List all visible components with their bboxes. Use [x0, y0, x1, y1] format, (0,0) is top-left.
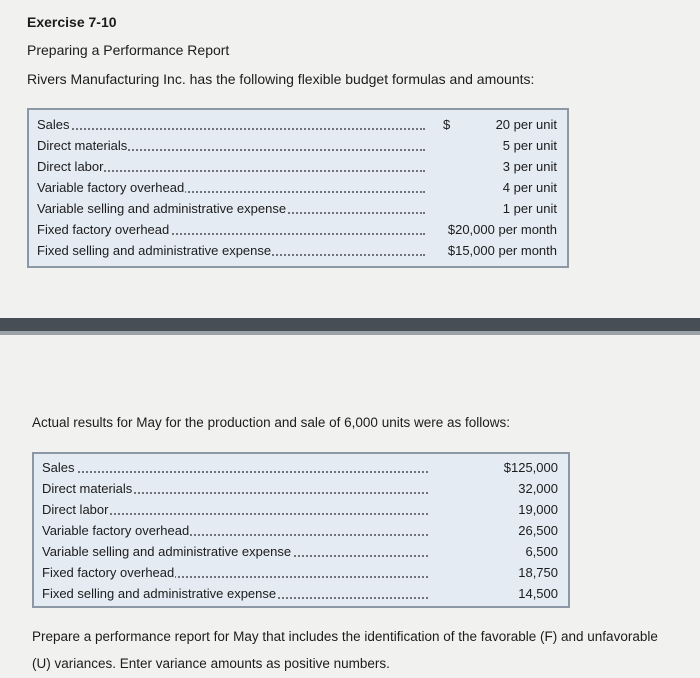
row-value: 14,500	[518, 586, 558, 601]
row-label: Variable factory overhead	[42, 520, 190, 541]
table-row	[37, 156, 557, 177]
table-row	[42, 583, 558, 604]
row-label: Fixed selling and administrative expense	[42, 583, 277, 604]
table-row	[37, 114, 557, 135]
row-label: Variable selling and administrative expense	[37, 198, 287, 219]
table-row	[37, 219, 557, 240]
row-value: 32,000	[518, 481, 558, 496]
exercise-title: Exercise 7-10	[27, 14, 117, 30]
currency-symbol: $	[443, 117, 451, 132]
table-row	[42, 499, 558, 520]
row-label: Direct materials	[42, 478, 133, 499]
row-value: 1 per unit	[502, 201, 557, 216]
instruction-line-2: (U) variances. Enter variance amounts as positive numbers.	[32, 656, 390, 671]
row-value: 6,500	[525, 544, 558, 559]
row-value: 26,500	[518, 523, 558, 538]
table-row	[42, 541, 558, 562]
row-value: 20 per unit	[495, 117, 557, 132]
actual-results-table	[32, 452, 570, 608]
row-label: Direct labor	[42, 499, 109, 520]
row-value: 19,000	[518, 502, 558, 517]
table-row	[37, 135, 557, 156]
row-value: $125,000	[503, 460, 558, 475]
row-label: Fixed selling and administrative expense	[37, 240, 272, 261]
table-row	[37, 177, 557, 198]
leader-dots	[45, 128, 425, 130]
row-label: Sales	[42, 457, 76, 478]
intro-text: Rivers Manufacturing Inc. has the following flexible budget formulas and amounts:	[27, 71, 535, 87]
instruction-line-1: Prepare a performance report for May that includes the identification of the favorable (F) and unfavorable	[32, 629, 658, 644]
row-value: $15,000 per month	[447, 243, 557, 258]
row-label: Sales	[37, 114, 71, 135]
row-label: Direct labor	[37, 156, 104, 177]
leader-dots	[50, 471, 428, 473]
table-row	[42, 520, 558, 541]
table-row	[42, 562, 558, 583]
row-value: 18,750	[518, 565, 558, 580]
row-label: Fixed factory overhead	[37, 219, 170, 240]
actual-results-intro: Actual results for May for the production and sale of 6,000 units were as follows:	[32, 415, 510, 430]
row-label: Variable factory overhead	[37, 177, 185, 198]
row-label: Fixed factory overhead	[42, 562, 175, 583]
row-label: Direct materials	[37, 135, 128, 156]
row-label: Variable selling and administrative expense	[42, 541, 292, 562]
row-value: $20,000 per month	[447, 222, 557, 237]
table-row	[42, 457, 558, 478]
table-row	[37, 240, 557, 261]
exercise-subtitle: Preparing a Performance Report	[27, 42, 230, 58]
row-value: 3 per unit	[502, 159, 557, 174]
table-row	[37, 198, 557, 219]
row-value: 5 per unit	[502, 138, 557, 153]
section-divider	[0, 318, 700, 332]
table-row	[42, 478, 558, 499]
flexible-budget-table	[27, 108, 569, 268]
row-value: 4 per unit	[502, 180, 557, 195]
section-divider-edge	[0, 331, 700, 335]
